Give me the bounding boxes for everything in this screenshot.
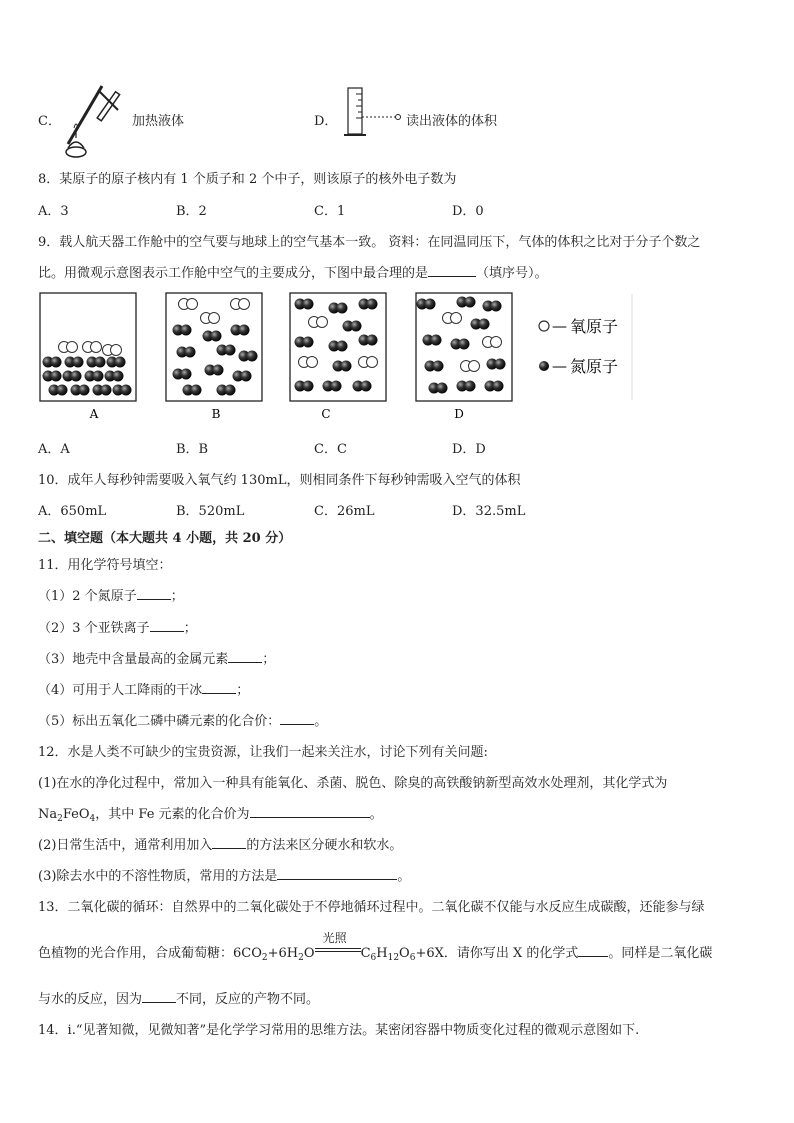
q9-option-d: D．D	[452, 442, 486, 457]
q12-part1-blank[interactable]	[250, 805, 370, 818]
q11-item-3-end: ；	[262, 652, 276, 667]
q11-item-2-text: （2）3 个亚铁离子	[38, 621, 150, 636]
q11-item-3	[38, 648, 275, 667]
eq-h-sub: 2	[298, 953, 304, 963]
q11-item-2-end: ；	[183, 621, 197, 636]
q11-item-3-text: （3）地壳中含量最高的金属元素	[38, 652, 229, 667]
q12-part3-post: 。	[397, 869, 411, 884]
q8-option-a: A．3	[38, 204, 69, 219]
q12-part2-post: 的方法来区分硬水和软水。	[246, 838, 403, 853]
box-d-label: D	[454, 407, 464, 421]
q9-stem-line2	[38, 262, 548, 281]
q12-part3	[38, 865, 410, 884]
q11-item-5	[38, 710, 327, 729]
formula-na: Na	[38, 807, 58, 822]
q10-option-a: A．650mL	[38, 504, 107, 519]
q11-item-1-blank[interactable]	[137, 587, 171, 600]
q11-item-5-end: 。	[314, 714, 328, 729]
q12-part1-line2	[38, 803, 383, 824]
reaction-arrow	[315, 931, 361, 957]
q9-answer-blank[interactable]	[428, 264, 476, 277]
q12-part2-pre: (2)日常生活中，通常利用加入	[38, 838, 213, 853]
q13-line3-pre: 与水的反应，因为	[38, 992, 143, 1007]
eq-6co: 6CO	[233, 946, 262, 961]
q11-item-4-end: ；	[236, 683, 250, 698]
eq-h12-sub: 12	[387, 953, 400, 963]
q10-option-c: C．26mL	[314, 504, 375, 519]
q12-part3-blank[interactable]	[277, 867, 397, 880]
q11-item-2-blank[interactable]	[150, 619, 184, 632]
q11-item-5-text: （5）标出五氧化二磷中磷元素的化合价：	[38, 714, 281, 729]
q9-stem-line2-pre: 比。用微观示意图表示工作舱中空气的主要成分，下图中最合理的是	[38, 266, 429, 281]
eq-6h: +6H	[267, 946, 299, 961]
q12-part2	[38, 834, 402, 853]
q10-option-b: B．520mL	[176, 504, 245, 519]
q13-line3-post: 不同，反应的产物不同。	[176, 992, 320, 1007]
q14-stem: 14．ⅰ.“见著知微，见微知著”是化学学习常用的思维方法。某密闭容器中物质变化过程的微观示意图如下.	[38, 1023, 640, 1038]
section-2-title: 二、填空题（本大题共 4 小题，共 20 分）	[38, 531, 292, 546]
eq-o6: O	[399, 946, 410, 961]
legend-dash-n: —	[552, 357, 567, 375]
formula-na-sub: 2	[57, 814, 63, 824]
eq-h: H	[376, 946, 388, 961]
q11-item-1-end: ；	[170, 589, 184, 604]
q11-stem: 11．用化学符号填空：	[38, 558, 172, 573]
oxygen-atom-icon	[539, 321, 549, 331]
q9-option-a: A．A	[38, 442, 70, 457]
q11-item-3-blank[interactable]	[228, 650, 262, 663]
q9-stem-line2-post: （填序号）。	[476, 266, 548, 281]
formula-o-sub: 4	[89, 814, 96, 824]
q8-stem: 8．某原子的原子核内有 1 个质子和 2 个中子，则该原子的核外电子数为	[38, 172, 457, 187]
formula-feo: FeO	[62, 807, 90, 822]
q7-option-c-letter: C．	[38, 114, 61, 129]
box-c-label: C	[321, 407, 331, 421]
eq-c-sub: 6	[370, 953, 377, 963]
eq-co-sub: 2	[261, 953, 268, 963]
q11-item-1-text: （1）2 个氮原子	[38, 589, 137, 604]
legend-nitrogen	[539, 357, 618, 376]
q12-part1-line2-text: ，其中 Fe 元素的化合价为	[95, 807, 250, 822]
graduated-cylinder-illustration	[340, 86, 404, 138]
q7-option-d-letter: D．	[314, 114, 338, 129]
q9-option-b: B．B	[176, 442, 209, 457]
legend-oxygen-label: 氧原子	[570, 317, 619, 336]
eq-o: O	[303, 946, 315, 961]
q7-option-c-text: 加热液体	[132, 114, 185, 129]
q13-reason-blank[interactable]	[142, 990, 176, 1003]
q13-line2-post: 。同样是二氧化碳	[608, 946, 713, 961]
q11-item-4-text: （4）可用于人工降雨的干冰	[38, 683, 203, 698]
q13-line2-pre: 色植物的光合作用，合成葡萄糖：	[38, 946, 234, 961]
legend-oxygen	[539, 317, 618, 336]
q11-item-4-blank[interactable]	[202, 681, 236, 694]
q13-eq-tail: +6X．请你写出 X 的化学式	[415, 946, 579, 961]
q10-option-d: D．32.5mL	[452, 504, 526, 519]
q9-option-c: C．C	[314, 442, 347, 457]
q9-stem-line1: 9．载人航天器工作舱中的空气要与地球上的空气基本一致。 资料：在同温同压下，气体的体积之比对于分子个数之	[38, 235, 701, 250]
reaction-condition: 光照	[322, 931, 347, 945]
q12-part3-pre: (3)除去水中的不溶性物质，常用的方法是	[38, 869, 278, 884]
q8-option-d: D．0	[452, 204, 484, 219]
box-b-label: B	[211, 407, 221, 421]
legend-nitrogen-label: 氮原子	[570, 357, 619, 376]
q7-option-d-text: 读出液体的体积	[406, 114, 498, 129]
q13-x-blank[interactable]	[578, 944, 608, 957]
box-a-label: A	[89, 407, 99, 421]
q13-line2	[38, 931, 713, 963]
q12-part1-line1: (1)在水的净化过程中，常加入一种具有能氧化、杀菌、脱色、除臭的高铁酸钠新型高效水处理剂，其化学式为	[38, 776, 668, 791]
q10-stem: 10．成年人每秒钟需要吸入氧气约 130mL，则相同条件下每秒钟需吸入空气的体积	[38, 473, 521, 488]
eq-o6-sub: 6	[409, 953, 416, 963]
q13-line3	[38, 988, 319, 1007]
air-composition-diagram	[38, 290, 638, 425]
q12-part2-blank[interactable]	[212, 836, 246, 849]
q12-part1-end: 。	[369, 807, 383, 822]
q8-option-b: B．2	[176, 204, 207, 219]
q11-item-1	[38, 585, 184, 604]
eq-c: C	[360, 946, 371, 961]
heating-liquid-illustration	[62, 82, 132, 160]
nitrogen-atom-icon	[539, 361, 549, 371]
q12-stem: 12．水是人类不可缺少的宝贵资源，让我们一起来关注水，讨论下列有关问题:	[38, 745, 488, 760]
q11-item-2	[38, 617, 197, 636]
q11-item-5-blank[interactable]	[280, 712, 314, 725]
q13-line1: 13．二氧化碳的循环：自然界中的二氧化碳处于不停地循环过程中。二氧化碳不仅能与水反应生成碳酸，还能参与绿	[38, 900, 705, 915]
q11-item-4	[38, 679, 249, 698]
q8-option-c: C．1	[314, 204, 346, 219]
legend-dash-o: —	[552, 317, 567, 335]
